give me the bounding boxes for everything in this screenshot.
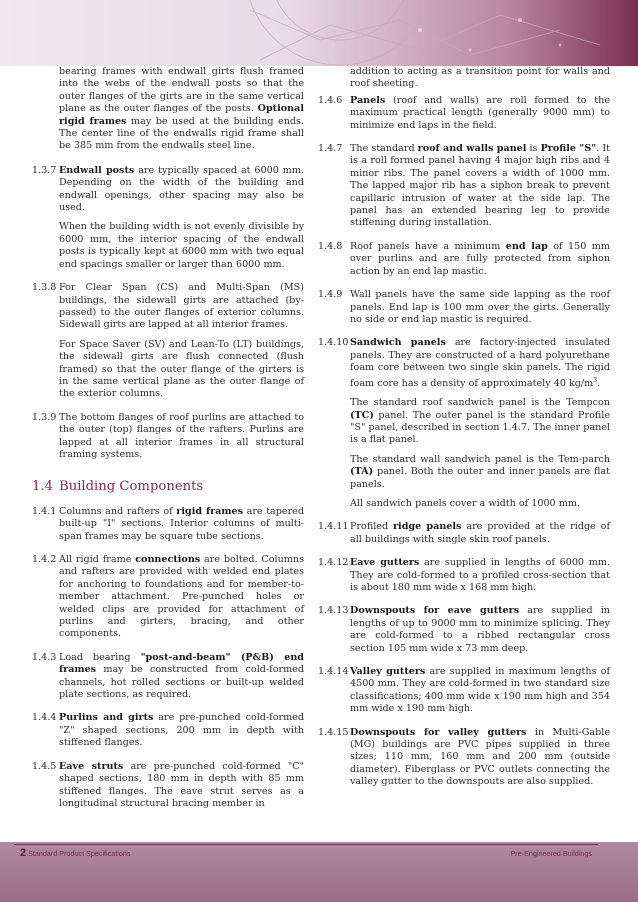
- section-1-4-1: [32, 506, 304, 543]
- text-run: may be used at the building ends. The center line of the endwalls rigid frame shall be 385 mm from the endwalls steel line.: [59, 115, 304, 152]
- section-number: 1.4.5: [32, 760, 57, 772]
- section-1-4-11: [318, 521, 610, 546]
- text-run: The bottom flanges of roof purlins are attached to the outer (top) flanges of the rafters. Purlins are lapped at all interior frames in all structural framing systems.: [59, 411, 304, 460]
- superscript: 3: [593, 376, 598, 384]
- section-number: 1.4.3: [32, 651, 57, 663]
- section-1-4-13: [318, 605, 610, 655]
- text-run: are supplied in lengths of up to 9000 mm to minimize splicing. They are cold-formed to a ribbed rectangular cross section 105 mm wide x 73 mm deep.: [350, 605, 610, 654]
- text-run: are pre-punched cold-formed "Z" shaped sections, 200 mm in depth with stiffened flanges.: [59, 712, 304, 749]
- section-1-4-15: [318, 727, 610, 789]
- text-run: Load bearing: [59, 651, 141, 663]
- heading-title: Building Components: [59, 479, 204, 495]
- text-run: Columns and rafters of: [59, 505, 177, 517]
- text-run: addition to acting as a transition point for walls and roof sheeting.: [350, 66, 610, 90]
- section-number: 1.4.7: [318, 143, 343, 155]
- text-run: Profiled: [350, 521, 393, 533]
- text-run: are provided at the ridge of all buildings with single skin roof panels.: [350, 521, 611, 545]
- paragraph-continued: [318, 66, 610, 91]
- text-run: All rigid frame: [59, 554, 136, 565]
- header-decoration-graphic: [0, 0, 638, 66]
- bold-term: Purlins and girts: [59, 712, 154, 724]
- section-number: 1.4.11: [318, 521, 349, 533]
- bold-term: connections: [135, 554, 201, 565]
- section-number: 1.4.4: [32, 712, 57, 724]
- text-run: .: [597, 377, 601, 389]
- section-1-4-14: [318, 666, 610, 716]
- text-run: The standard: [350, 143, 418, 155]
- section-1-3-7: [32, 165, 304, 271]
- text-run: are supplied in lengths of 6000 mm. They are cold-formed to a profiled cross-section that is about 180 mm wide x 168 mm high.: [350, 557, 611, 593]
- text-run: Wall panels have the same side lapping as the roof panels. End lap is 100 mm over the girts. Generally no side or end lap mastic is required.: [350, 289, 610, 325]
- bold-term: "post-and-beam" (P&B) end frames: [59, 651, 305, 676]
- section-heading: [32, 481, 304, 493]
- text-run: may be constructed from cold-formed channels, hot rolled sections or built-up welded plate sections, as required.: [59, 664, 304, 701]
- text-run: are typically spaced at 6000 mm. Depending on the width of the building and endwall openings, other spacing may also be used.: [59, 164, 304, 214]
- paragraph-continued: [32, 66, 304, 153]
- bold-term: Valley gutters: [350, 666, 426, 678]
- text-run: are tapered built-up "I" sections. Interior columns of multi-span frames may be square tube sections.: [59, 505, 305, 542]
- left-column: [32, 66, 304, 821]
- bold-term: (TA): [350, 466, 374, 478]
- bold-term: end lap: [505, 240, 548, 252]
- text-run: . It is a roll formed panel having 4 major high ribs and 4 minor ribs. The panel covers a width of 1000 mm. The lapped major rib has a siphon break to prevent capillaric intrusion of water at the side lap. The panel has an extended bearing leg to provide stiffening during installation.: [350, 143, 611, 229]
- section-1-4-10: [318, 337, 610, 510]
- text-run: (roof and walls) are roll formed to the maximum practical length (generally 9000 mm) to minimize end laps in the field.: [350, 94, 610, 131]
- section-1-3-8: [32, 282, 304, 401]
- section-1-3-9: [32, 412, 304, 462]
- bold-term: Panels: [350, 94, 386, 106]
- text-run: panel. The outer panel is the standard Profile "S" panel, described in section 1.4.7. The inner panel is a flat panel.: [350, 409, 610, 446]
- section-number: 1.3.9: [32, 411, 57, 423]
- section-number: 1.3.8: [32, 282, 57, 294]
- section-1-4-6: [318, 95, 610, 132]
- text-run: are supplied in maximum lengths of 4500 mm. They are cold-formed in two standard size classifications; 400 mm wide x 190 mm high and 354 mm wide x 190 mm high.: [350, 666, 610, 715]
- section-number: 1.4.13: [318, 605, 349, 617]
- section-number: 1.4.12: [318, 557, 349, 569]
- text-run: For Clear Span (CS) and Multi-Span (MS) buildings, the sidewall girts are attached (by-passed) to the outer flanges of exterior columns. Sidewall girts are lapped at all interior frames.: [59, 282, 304, 331]
- section-number: 1.4.15: [318, 726, 349, 738]
- section-number: 1.3.7: [32, 164, 57, 176]
- text-run: When the building width is not evenly divisible by 6000 mm, the interior spacing of the endwall posts is typically kept at 6000 mm with two equal end spacings smaller or larger than 6000 mm.: [59, 221, 304, 270]
- header-band: [0, 0, 638, 66]
- text-run: are bolted. Columns and rafters are provided with welded end plates for anchoring to foundations and for member-to-member attachment. Pre-punched holes or welded clips are provided for attachment of purlins and girters, bracing, and other components.: [59, 554, 304, 640]
- right-column: [318, 66, 610, 800]
- section-1-4-4: [32, 712, 304, 749]
- text-run: is: [526, 143, 541, 155]
- text-run: panel. Both the outer and inner panels are flat panels.: [350, 466, 610, 490]
- section-number: 1.4.9: [318, 289, 343, 301]
- section-1-4-5: [32, 761, 304, 811]
- text-run: are factory-injected insulated panels. They are constructed of a hard polyurethane foam core between two single skin panels. The rigid foam core has a density of approximately 40 kg/m: [350, 337, 611, 389]
- text-run: in Multi-Gable (MG) buildings are PVC pipes supplied in three sizes; 110 mm, 160 mm and 200 mm (outside diameter). Fiberglass or PVC outlets connecting the valley gutter to the downspouts are also supplied.: [350, 726, 610, 788]
- text-run: All sandwich panels cover a width of 1000 mm.: [350, 497, 580, 509]
- section-1-4-8: [318, 241, 610, 278]
- footer-document-title: Standard Product Specifications: [28, 849, 131, 858]
- bold-term: (TC): [350, 409, 374, 421]
- bold-term: roof and walls panel: [417, 143, 527, 155]
- text-run: For Space Saver (SV) and Lean-To (LT) buildings, the sidewall girts are flush connected (flush framed) so that the outer flange of the girters is in the same vertical plane as the outer flange of the exterior columns.: [59, 338, 304, 400]
- bold-term: Downspouts for eave gutters: [350, 605, 520, 617]
- footer-left: [20, 847, 130, 859]
- section-1-4-12: [318, 557, 610, 594]
- bold-term: Profile "S": [540, 143, 597, 155]
- section-number: 1.4.14: [318, 666, 349, 678]
- section-1-4-2: [32, 554, 304, 641]
- bold-term: Endwall posts: [59, 164, 135, 176]
- text-run: Roof panels have a minimum: [350, 240, 506, 252]
- bold-term: Optional rigid frames: [59, 103, 304, 127]
- section-number: 1.4.2: [32, 554, 57, 565]
- bold-term: rigid frames: [176, 505, 243, 517]
- section-1-4-7: [318, 143, 610, 230]
- bold-term: Downspouts for valley gutters: [350, 726, 527, 738]
- page-number: 2: [20, 847, 27, 859]
- footer-series-title: Pre-Engineered Buildings: [510, 849, 592, 858]
- footer-divider: [14, 844, 598, 845]
- section-number: 1.4.6: [318, 94, 343, 106]
- text-run: of 150 mm over purlins and are fully protected from siphon action by an end lap mastic.: [350, 240, 610, 277]
- heading-number: 1.4: [32, 479, 53, 495]
- text-run: are pre-punched cold-formed "C" shaped sections, 180 mm in depth with 85 mm stiffened flanges. The eave strut serves as a longitudinal structural bracing member in: [59, 760, 304, 809]
- text-run: The standard wall sandwich panel is the Tem-parch: [350, 453, 610, 465]
- section-1-4-3: [32, 652, 304, 702]
- section-number: 1.4.10: [318, 337, 349, 349]
- section-number: 1.4.1: [32, 505, 57, 517]
- section-1-4-9: [318, 289, 610, 326]
- section-number: 1.4.8: [318, 240, 343, 252]
- bold-term: Sandwich panels: [350, 337, 446, 349]
- text-run: bearing frames with endwall girts flush framed into the webs of the endwall posts so that the outer flanges of the girts are in the same vertical plane as the outer flanges of the posts.: [59, 66, 304, 115]
- text-run: The standard roof sandwich panel is the Tempcon: [350, 397, 610, 409]
- bold-term: Eave struts: [59, 760, 124, 772]
- bold-term: Eave gutters: [350, 557, 420, 569]
- bold-term: ridge panels: [393, 521, 462, 533]
